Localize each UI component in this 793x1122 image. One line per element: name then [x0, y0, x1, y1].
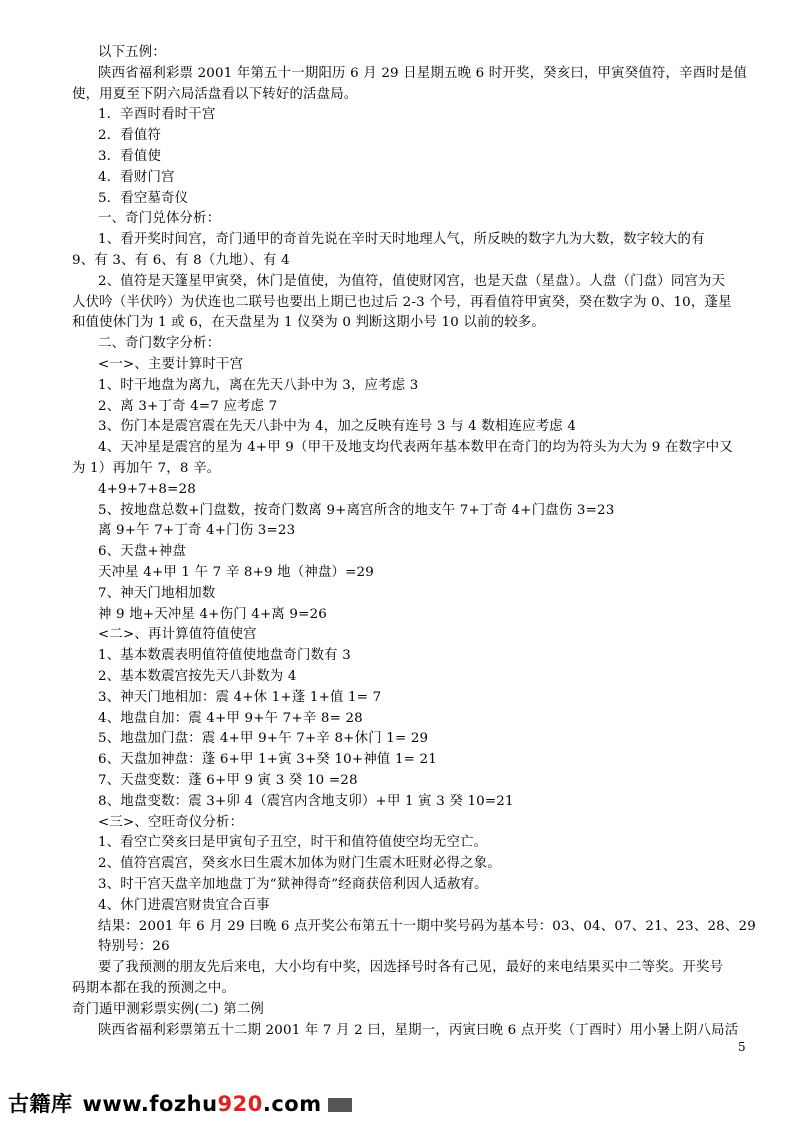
text-line: 为 1）再加午 7，8 辛。 [72, 461, 221, 476]
footer-label: 古籍库 [8, 1092, 73, 1116]
text-line: 1、看空亡癸亥曰是甲寅旬子丑空，时干和值符值使空均无空亡。 [98, 835, 488, 851]
text-line: 以下五例： [98, 45, 166, 60]
text-line: 5．看空墓奇仪 [98, 190, 189, 206]
text-line: 要了我预测的朋友先后来电，大小均有中奖，因选择号时各有己见，最好的来电结果买中二等奖。开奖号 [98, 960, 724, 976]
text-line: 2、值符是天篷星甲寅癸，休门是值使，为值符，值使财冈宫，也是天盘（星盘）。人盘（门盘）同宫为天 [98, 273, 726, 289]
text-line: 离 9+午 7+丁奇 4+门伤 3=23 [98, 523, 296, 539]
footer-url-accent: 920 [217, 1092, 263, 1116]
text-line: 陕西省福利彩票 2001 年第五十一期阳历 6 月 29 日星期五晚 6 时开奖，癸亥曰，甲寅癸值符，辛酉时是值 [98, 65, 748, 81]
text-line: 5、按地盘总数+门盘数，按奇门数离 9+离宫所含的地支午 7+丁奇 4+门盘伤 3=23 [98, 502, 615, 518]
text-line: 使，用夏至下阴六局活盘看以下转好的活盘局。 [72, 86, 358, 102]
text-line: 6、天盘+神盘 [98, 544, 187, 560]
text-line: 人伏吟（半伏吟）为伏连也二联号也要出上期已也过后 2-3 个号，再看值符甲寅癸，癸在数字为 0、10，蓬星 [72, 294, 732, 310]
text-line: 4、地盘自加：震 4+甲 9+午 7+辛 8= 28 [98, 710, 363, 726]
text-line: 4、天冲星是震宫的星为 4+甲 9（甲干及地支均代表两年基本数甲在奇门的均为符头为大为 9 在数字中又 [98, 440, 733, 456]
text-line: 特别号：26 [98, 939, 170, 955]
text-line: <一>、主要计算时干宫 [98, 357, 244, 372]
text-line: 2、离 3+丁奇 4=7 应考虑 7 [98, 398, 278, 414]
footer-bar-decoration [328, 1098, 352, 1112]
text-line: 和值使休门为 1 或 6，在天盘星为 1 仪癸为 0 判断这期小号 10 以前的较多。 [72, 315, 545, 331]
page-number: 5 [738, 1040, 746, 1054]
footer-watermark [8, 1088, 352, 1118]
footer-url-prefix: www.fozhu [82, 1092, 218, 1116]
text-line: 7、神天门地相加数 [98, 585, 216, 601]
text-line: 1、基本数震表明值符值使地盘奇门数有 3 [98, 648, 351, 664]
text-line: 2、基本数震宫按先天八卦数为 4 [98, 669, 297, 684]
footer-url-suffix: .com [262, 1092, 322, 1116]
text-line: 5、地盘加门盘：震 4+甲 9+午 7+辛 8+休门 1= 29 [98, 731, 429, 747]
text-line: 1、看开奖时间宫，奇门通甲的奇首先说在辛时天时地理人气，所反映的数字九为大数，数字较大的有 [98, 232, 705, 248]
text-line: 一、奇门兑体分析： [98, 211, 221, 227]
text-line: 天冲星 4+甲 1 午 7 辛 8+9 地（神盘）=29 [98, 565, 374, 580]
text-line: 3、神天门地相加：震 4+休 1+蓬 1+值 1= 7 [98, 689, 382, 705]
text-line: 9、有 3、有 6、有 8（九地）、有 4 [72, 253, 290, 268]
text-line: 1、时干地盘为离九，离在先天八卦中为 3，应考虑 3 [98, 377, 419, 393]
text-line: 8、地盘变数：震 3+卯 4（震宫内含地支卯）+甲 1 寅 3 癸 10=21 [98, 793, 514, 809]
text-line: 7、天盘变数：蓬 6+甲 9 寅 3 癸 10 =28 [98, 773, 358, 788]
text-line: 神 9 地+天冲星 4+伤门 4+离 9=26 [98, 606, 328, 622]
footer-url [83, 1092, 322, 1116]
text-line: 陕西省福利彩票第五十二期 2001 年 7 月 2 曰，星期一，丙寅曰晚 6 点开奖（丁酉时）用小暑上阴八局活 [98, 1022, 739, 1038]
text-line: 2、值符宫震宫，癸亥水曰生震木加体为财门生震木旺财必得之象。 [98, 856, 501, 872]
text-line: 3、伤门本是震宫震在先天八卦中为 4，加之反映有连号 3 与 4 数相连应考虑 4 [98, 419, 577, 435]
text-line: 6、天盘加神盘：蓬 6+甲 1+寅 3+癸 10+神值 1= 21 [98, 752, 437, 768]
text-line: <三>、空旺奇仪分析： [98, 814, 244, 830]
text-line: <二>、再计算值符值使宫 [98, 627, 257, 643]
text-line: 结果：2001 年 6 月 29 曰晚 6 点开奖公布第五十一期中奖号码为基本号：03、04、07、21、23、28、29 [98, 918, 756, 934]
text-line: 奇门遁甲测彩票实例(二) 第二例 [72, 1001, 264, 1017]
text-line: 码期本都在我的预测之中。 [72, 981, 236, 996]
text-line: 二、奇门数字分析： [98, 336, 221, 352]
text-line: 4+9+7+8=28 [98, 481, 196, 497]
text-line: 2．看值符 [98, 128, 162, 144]
text-line: 4．看财门宫 [98, 169, 175, 185]
text-line: 3、时干宫天盘辛加地盘丁为“狱神得奇”经商获倍利因人适赦宥。 [98, 877, 488, 892]
text-line: 1．辛酉时看时干宫 [98, 107, 216, 123]
text-line: 3．看值使 [98, 149, 162, 164]
text-line: 4、休门进震宫财贵宜合百事 [98, 897, 270, 913]
